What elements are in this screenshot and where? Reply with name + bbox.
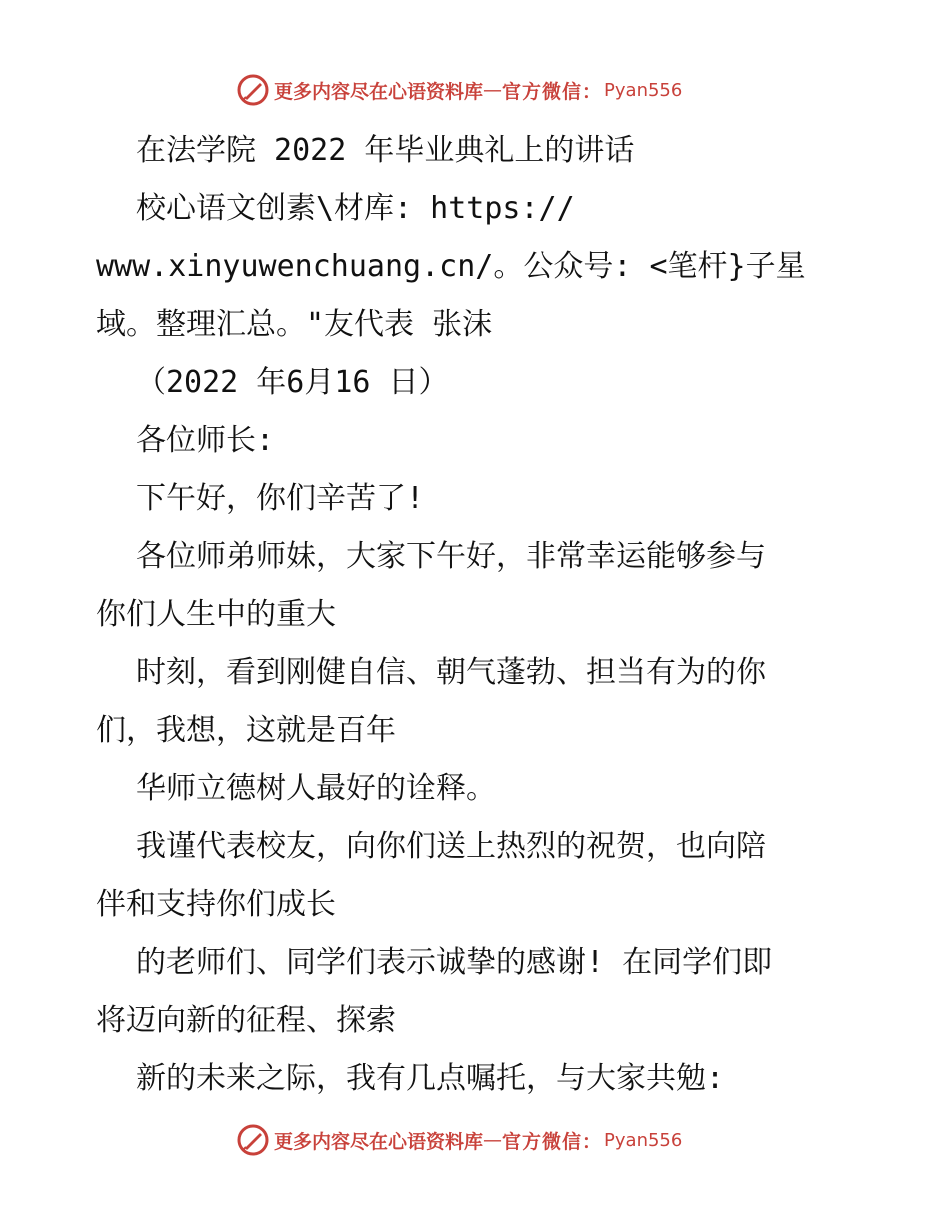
text-line: 的老师们、同学们表示诚挚的感谢! 在同学们即 (136, 945, 773, 980)
text-line: 华师立德树人最好的诠释。 (136, 771, 496, 806)
quill-circle-logo-icon (236, 73, 270, 107)
banner-separator: — (483, 1129, 503, 1151)
quill-circle-logo-icon (236, 1123, 270, 1157)
banner-official-label: 官方微信： (502, 1130, 603, 1153)
banner-brand: 更多内容尽在心语资料库 (274, 80, 484, 103)
banner-wechat-handle: Pyan556 (604, 79, 683, 101)
text-line: 各位师弟师妹，大家下午好，非常幸运能够参与 (136, 539, 766, 574)
document-body (96, 122, 856, 1108)
text-line: 伴和支持你们成长 (96, 887, 336, 922)
footer-banner (236, 1122, 682, 1158)
banner-brand: 更多内容尽在心语资料库 (274, 1130, 484, 1153)
banner-official-label: 官方微信： (502, 80, 603, 103)
text-line: （2022 年6月16 日） (136, 365, 449, 400)
text-line: 将迈向新的征程、探索 (96, 1003, 396, 1038)
text-line: 我谨代表校友，向你们送上热烈的祝贺，也向陪 (136, 829, 766, 864)
text-line: 你们人生中的重大 (96, 597, 336, 632)
text-line: 下午好，你们辛苦了! (136, 481, 425, 516)
text-line: www.xinyuwenchuang.cn/。公众号: <笔杆}子星 (96, 249, 806, 284)
text-line: 新的未来之际，我有几点嘱托，与大家共勉: (136, 1061, 725, 1096)
text-line: 时刻，看到刚健自信、朝气蓬勃、担当有为的你 (136, 655, 766, 690)
text-line: 校心语文创素\材库: https:// (136, 191, 575, 226)
text-line: 在法学院 2022 年毕业典礼上的讲话 (136, 133, 635, 168)
header-banner (236, 72, 682, 108)
text-line: 各位师长: (136, 423, 275, 458)
text-line: 们，我想，这就是百年 (96, 713, 396, 748)
banner-wechat-handle: Pyan556 (604, 1129, 683, 1151)
text-line: 域。整理汇总。"友代表 张沫 (96, 307, 493, 342)
banner-separator: — (483, 79, 503, 101)
